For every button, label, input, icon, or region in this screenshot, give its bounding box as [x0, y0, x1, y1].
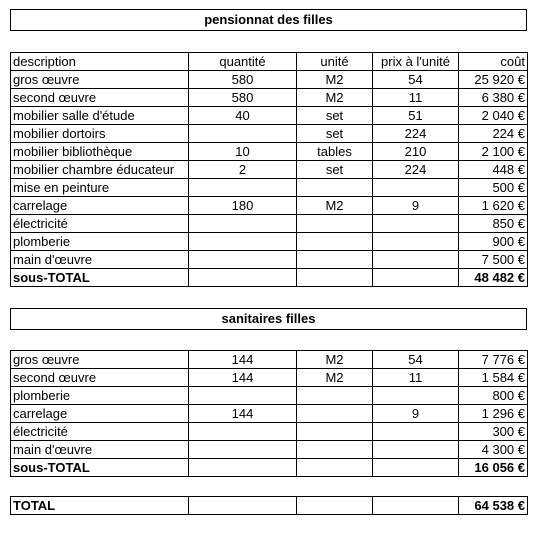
unit-cell: set: [297, 107, 373, 125]
unit-cell: [297, 233, 373, 251]
unit-cell: M2: [297, 71, 373, 89]
table-row: [11, 89, 528, 107]
unit-price-cell: [373, 179, 459, 197]
description-cell: description: [11, 53, 189, 71]
table-total: [10, 496, 528, 515]
unit-price-cell: [373, 387, 459, 405]
table-row: [11, 441, 528, 459]
unit-price-cell: [373, 497, 459, 515]
unit-price-cell: 9: [373, 197, 459, 215]
description-cell: électricité: [11, 423, 189, 441]
quantity-cell: [189, 233, 297, 251]
unit-cell: M2: [297, 351, 373, 369]
subtotal-row: [11, 269, 528, 287]
description-cell: TOTAL: [11, 497, 189, 515]
unit-price-cell: prix à l'unité: [373, 53, 459, 71]
unit-cell: [297, 215, 373, 233]
cost-cell: 1 584 €: [459, 369, 528, 387]
quantity-cell: [189, 125, 297, 143]
cost-cell: 800 €: [459, 387, 528, 405]
description-cell: gros œuvre: [11, 351, 189, 369]
cost-cell: 25 920 €: [459, 71, 528, 89]
unit-price-cell: 54: [373, 71, 459, 89]
cost-cell: 64 538 €: [459, 497, 528, 515]
quantity-cell: [189, 387, 297, 405]
unit-price-cell: [373, 215, 459, 233]
unit-cell: [297, 405, 373, 423]
unit-cell: [297, 387, 373, 405]
table-pensionnat: [10, 52, 528, 287]
description-cell: gros œuvre: [11, 71, 189, 89]
cost-cell: 6 380 €: [459, 89, 528, 107]
table-row: [11, 143, 528, 161]
quantity-cell: 2: [189, 161, 297, 179]
description-cell: carrelage: [11, 197, 189, 215]
description-cell: mise en peinture: [11, 179, 189, 197]
cost-cell: 48 482 €: [459, 269, 528, 287]
unit-cell: [297, 251, 373, 269]
cost-cell: 7 500 €: [459, 251, 528, 269]
quantity-cell: [189, 497, 297, 515]
cost-cell: 850 €: [459, 215, 528, 233]
description-cell: mobilier chambre éducateur: [11, 161, 189, 179]
cost-cell: 1 296 €: [459, 405, 528, 423]
unit-price-cell: [373, 423, 459, 441]
cost-cell: 224 €: [459, 125, 528, 143]
quantity-cell: [189, 459, 297, 477]
unit-price-cell: 9: [373, 405, 459, 423]
cost-cell: 448 €: [459, 161, 528, 179]
unit-price-cell: 224: [373, 161, 459, 179]
description-cell: second œuvre: [11, 89, 189, 107]
cost-cell: 500 €: [459, 179, 528, 197]
unit-cell: [297, 179, 373, 197]
unit-price-cell: 51: [373, 107, 459, 125]
cost-cell: 16 056 €: [459, 459, 528, 477]
quantity-cell: quantité: [189, 53, 297, 71]
unit-price-cell: [373, 459, 459, 477]
unit-cell: [297, 269, 373, 287]
unit-price-cell: [373, 251, 459, 269]
description-cell: carrelage: [11, 405, 189, 423]
unit-cell: set: [297, 125, 373, 143]
header-row: [11, 53, 528, 71]
unit-cell: tables: [297, 143, 373, 161]
cost-cell: 900 €: [459, 233, 528, 251]
cost-cell: 2 100 €: [459, 143, 528, 161]
quantity-cell: [189, 441, 297, 459]
description-cell: second œuvre: [11, 369, 189, 387]
unit-cell: [297, 423, 373, 441]
unit-price-cell: 224: [373, 125, 459, 143]
quantity-cell: 144: [189, 369, 297, 387]
description-cell: mobilier bibliothèque: [11, 143, 189, 161]
unit-cell: unité: [297, 53, 373, 71]
unit-cell: M2: [297, 89, 373, 107]
quantity-cell: 40: [189, 107, 297, 125]
table-row: [11, 369, 528, 387]
unit-price-cell: [373, 233, 459, 251]
unit-cell: [297, 459, 373, 477]
total-row: [11, 497, 528, 515]
table-row: [11, 179, 528, 197]
cost-cell: 4 300 €: [459, 441, 528, 459]
unit-cell: [297, 441, 373, 459]
quantity-cell: 580: [189, 71, 297, 89]
unit-cell: set: [297, 161, 373, 179]
cost-cell: 300 €: [459, 423, 528, 441]
table-row: [11, 251, 528, 269]
description-cell: mobilier dortoirs: [11, 125, 189, 143]
quantity-cell: [189, 251, 297, 269]
quantity-cell: [189, 423, 297, 441]
unit-cell: [297, 497, 373, 515]
quantity-cell: 144: [189, 351, 297, 369]
unit-price-cell: 11: [373, 369, 459, 387]
table-row: [11, 125, 528, 143]
table-row: [11, 387, 528, 405]
unit-price-cell: 210: [373, 143, 459, 161]
quantity-cell: [189, 179, 297, 197]
unit-price-cell: [373, 269, 459, 287]
quantity-cell: 144: [189, 405, 297, 423]
cost-cell: 2 040 €: [459, 107, 528, 125]
unit-price-cell: 54: [373, 351, 459, 369]
quantity-cell: [189, 269, 297, 287]
section-title-sanitaires: sanitaires filles: [10, 308, 527, 330]
section-title-pensionnat: pensionnat des filles: [10, 9, 527, 31]
quantity-cell: 580: [189, 89, 297, 107]
budget-sheet: [10, 9, 527, 515]
description-cell: mobilier salle d'étude: [11, 107, 189, 125]
description-cell: main d'œuvre: [11, 441, 189, 459]
subtotal-row: [11, 459, 528, 477]
table-row: [11, 405, 528, 423]
table-row: [11, 161, 528, 179]
unit-cell: M2: [297, 369, 373, 387]
table-row: [11, 215, 528, 233]
description-cell: sous-TOTAL: [11, 269, 189, 287]
table-sanitaires: [10, 350, 528, 477]
cost-cell: 7 776 €: [459, 351, 528, 369]
quantity-cell: 10: [189, 143, 297, 161]
description-cell: plomberie: [11, 387, 189, 405]
description-cell: électricité: [11, 215, 189, 233]
table-row: [11, 71, 528, 89]
description-cell: main d'œuvre: [11, 251, 189, 269]
description-cell: plomberie: [11, 233, 189, 251]
table-row: [11, 351, 528, 369]
unit-price-cell: [373, 441, 459, 459]
unit-price-cell: 11: [373, 89, 459, 107]
table-row: [11, 197, 528, 215]
cost-cell: coût: [459, 53, 528, 71]
table-row: [11, 233, 528, 251]
quantity-cell: 180: [189, 197, 297, 215]
table-row: [11, 423, 528, 441]
cost-cell: 1 620 €: [459, 197, 528, 215]
quantity-cell: [189, 215, 297, 233]
table-row: [11, 107, 528, 125]
unit-cell: M2: [297, 197, 373, 215]
description-cell: sous-TOTAL: [11, 459, 189, 477]
